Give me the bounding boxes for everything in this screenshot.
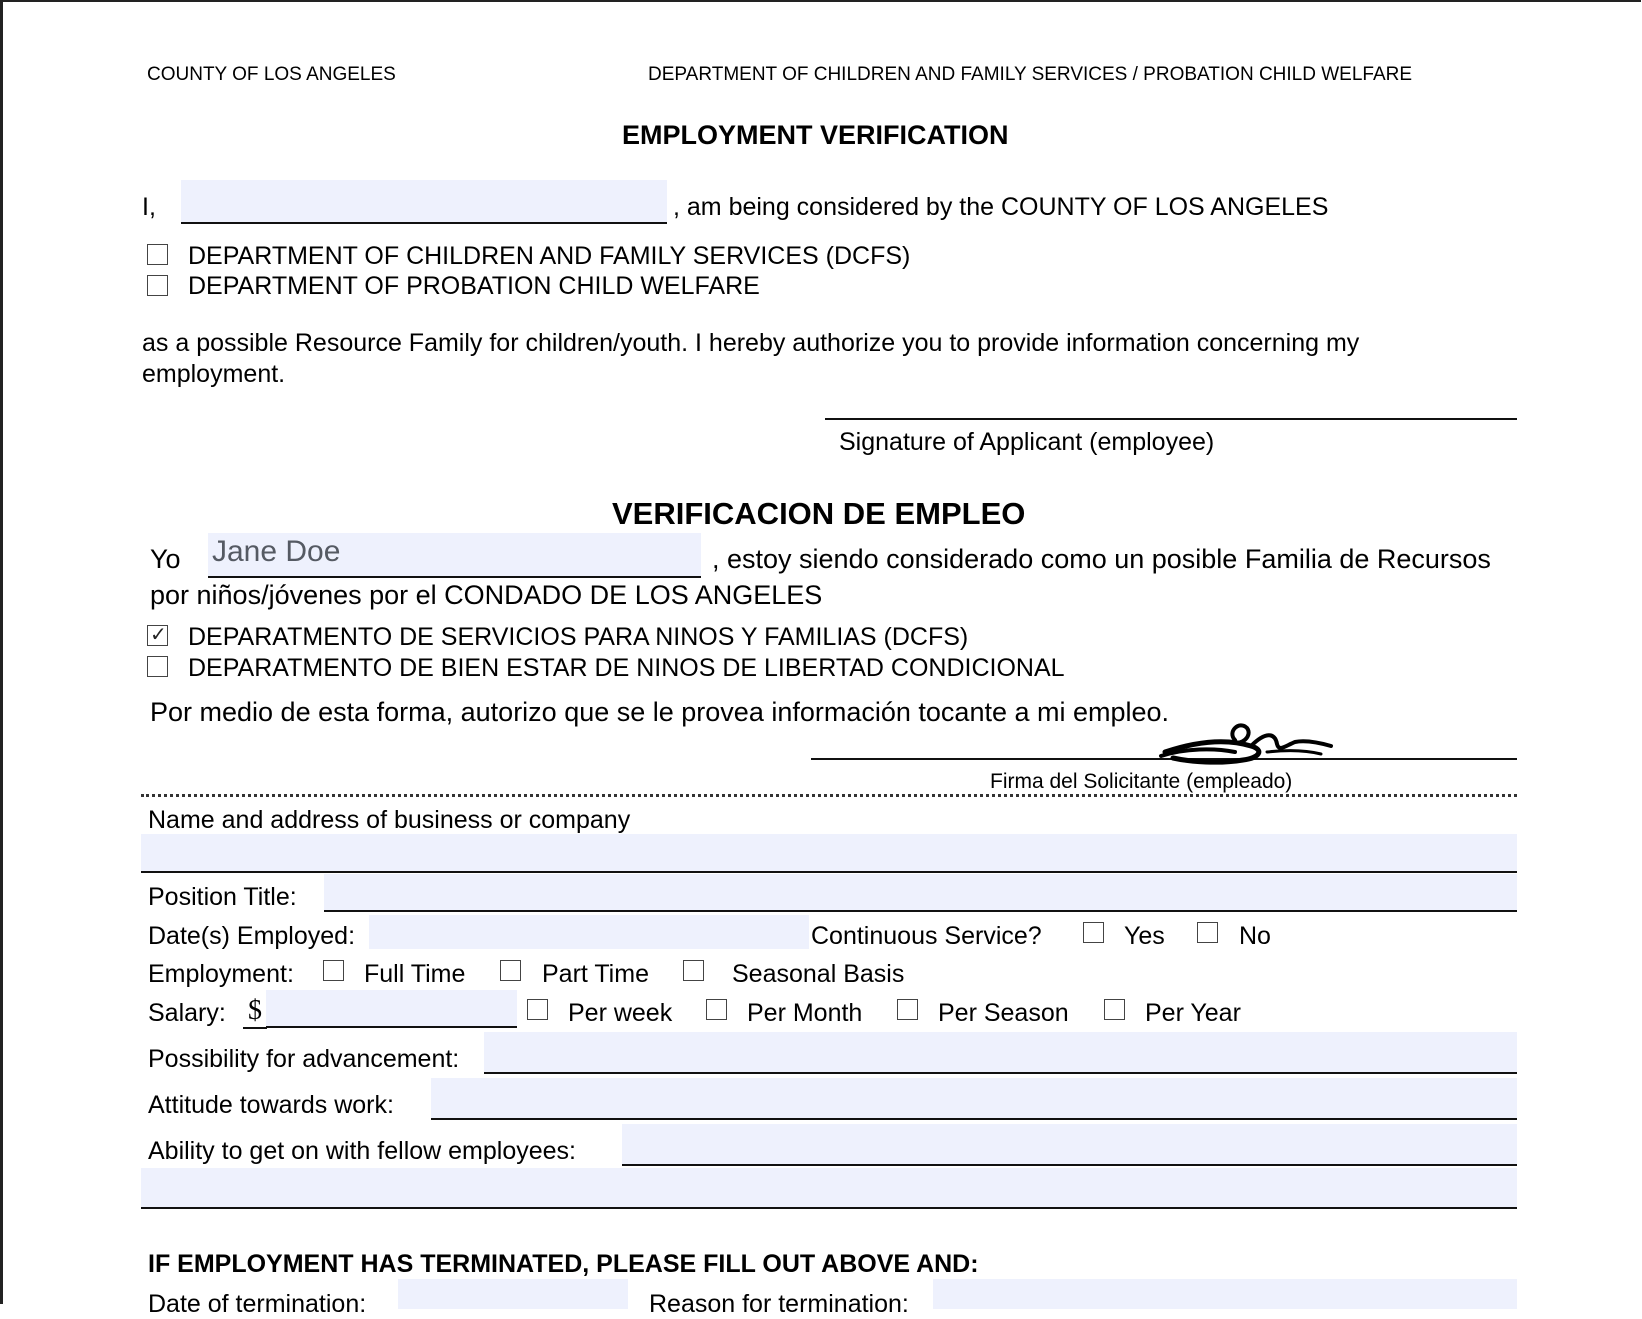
full-time-label: Full Time [364, 960, 466, 988]
english-dcfs-label: DEPARTMENT OF CHILDREN AND FAMILY SERVICES (DCFS) [188, 242, 911, 270]
county-header: COUNTY OF LOS ANGELES [147, 64, 396, 85]
spanish-dcfs-label: DEPARATMENTO DE SERVICIOS PARA NINOS Y FAMILIAS (DCFS) [188, 623, 969, 651]
english-signature-line[interactable] [825, 418, 1517, 420]
spanish-prefix: Yo [150, 544, 181, 574]
english-consideration-text: , am being considered by the COUNTY OF LOS ANGELES [673, 193, 1329, 221]
spanish-probation-checkbox[interactable] [147, 656, 168, 677]
termination-reason-field[interactable] [933, 1279, 1517, 1309]
department-header: DEPARTMENT OF CHILDREN AND FAMILY SERVICES / PROBATION CHILD WELFARE [648, 64, 1413, 85]
continuous-yes-label: Yes [1124, 922, 1165, 950]
spanish-line2: por niños/jóvenes por el CONDADO DE LOS ANGELES [150, 580, 823, 610]
english-authorization-line2: employment. [142, 360, 286, 388]
handwritten-signature-icon [1155, 712, 1345, 770]
dates-employed-field[interactable] [369, 915, 809, 949]
ability-label: Ability to get on with fellow employees: [148, 1137, 576, 1165]
spanish-consideration-text: , estoy siendo considerado como un posible Familia de Recursos [712, 544, 1491, 574]
continuous-no-checkbox[interactable] [1197, 922, 1218, 943]
spanish-dcfs-checkbox[interactable] [147, 625, 168, 646]
business-field[interactable] [141, 834, 1517, 873]
spanish-signature-label: Firma del Solicitante (empleado) [990, 770, 1293, 793]
continuous-no-label: No [1239, 922, 1271, 950]
per-season-label: Per Season [938, 999, 1069, 1027]
advancement-label: Possibility for advancement: [148, 1045, 460, 1073]
section-divider [141, 794, 1517, 797]
per-week-checkbox[interactable] [527, 999, 548, 1020]
english-applicant-name-field[interactable] [181, 180, 667, 224]
position-field[interactable] [324, 874, 1517, 912]
english-probation-label: DEPARTMENT OF PROBATION CHILD WELFARE [188, 272, 760, 300]
seasonal-basis-checkbox[interactable] [683, 960, 704, 981]
full-time-checkbox[interactable] [323, 960, 344, 981]
seasonal-basis-label: Seasonal Basis [732, 960, 905, 988]
termination-date-label: Date of termination: [148, 1290, 367, 1318]
spanish-authorization: Por medio de esta forma, autorizo que se le provea información tocante a mi empleo. [150, 697, 1170, 727]
spanish-probation-label: DEPARATMENTO DE BIEN ESTAR DE NINOS DE LIBERTAD CONDICIONAL [188, 654, 1065, 682]
part-time-checkbox[interactable] [500, 960, 521, 981]
dates-employed-label: Date(s) Employed: [148, 922, 356, 950]
per-week-label: Per week [568, 999, 673, 1027]
salary-label: Salary: [148, 999, 226, 1027]
english-signature-label: Signature of Applicant (employee) [839, 428, 1215, 456]
per-year-checkbox[interactable] [1104, 999, 1125, 1020]
english-prefix: I, [142, 193, 156, 221]
per-season-checkbox[interactable] [897, 999, 918, 1020]
employment-label: Employment: [148, 960, 294, 988]
spanish-title: VERIFICACION DE EMPLEO [612, 496, 1026, 531]
spanish-applicant-name-field[interactable] [208, 533, 701, 578]
continuous-service-label: Continuous Service? [811, 922, 1042, 950]
termination-date-field[interactable] [398, 1279, 628, 1309]
salary-underline [243, 1027, 267, 1029]
part-time-label: Part Time [542, 960, 649, 988]
english-probation-checkbox[interactable] [147, 275, 168, 296]
termination-reason-label: Reason for termination: [649, 1290, 909, 1318]
english-authorization-line1: as a possible Resource Family for children/youth. I hereby authorize you to provide information concerning my [142, 329, 1360, 357]
checkmark-icon: ✓ [150, 624, 167, 646]
salary-field[interactable] [266, 990, 517, 1028]
per-month-label: Per Month [747, 999, 863, 1027]
ability-field-line2[interactable] [141, 1168, 1517, 1209]
per-month-checkbox[interactable] [706, 999, 727, 1020]
ability-field-line1[interactable] [622, 1124, 1517, 1166]
attitude-label: Attitude towards work: [148, 1091, 394, 1119]
per-year-label: Per Year [1145, 999, 1241, 1027]
continuous-yes-checkbox[interactable] [1083, 922, 1104, 943]
spanish-applicant-name-value: Jane Doe [212, 535, 341, 568]
business-label: Name and address of business or company [148, 806, 631, 834]
position-label: Position Title: [148, 883, 297, 911]
termination-heading: IF EMPLOYMENT HAS TERMINATED, PLEASE FILL OUT ABOVE AND: [148, 1250, 979, 1278]
english-dcfs-checkbox[interactable] [147, 244, 168, 265]
english-title: EMPLOYMENT VERIFICATION [622, 120, 1009, 150]
dollar-sign: $ [248, 995, 262, 1026]
advancement-field[interactable] [484, 1032, 1517, 1074]
attitude-field[interactable] [431, 1078, 1517, 1120]
